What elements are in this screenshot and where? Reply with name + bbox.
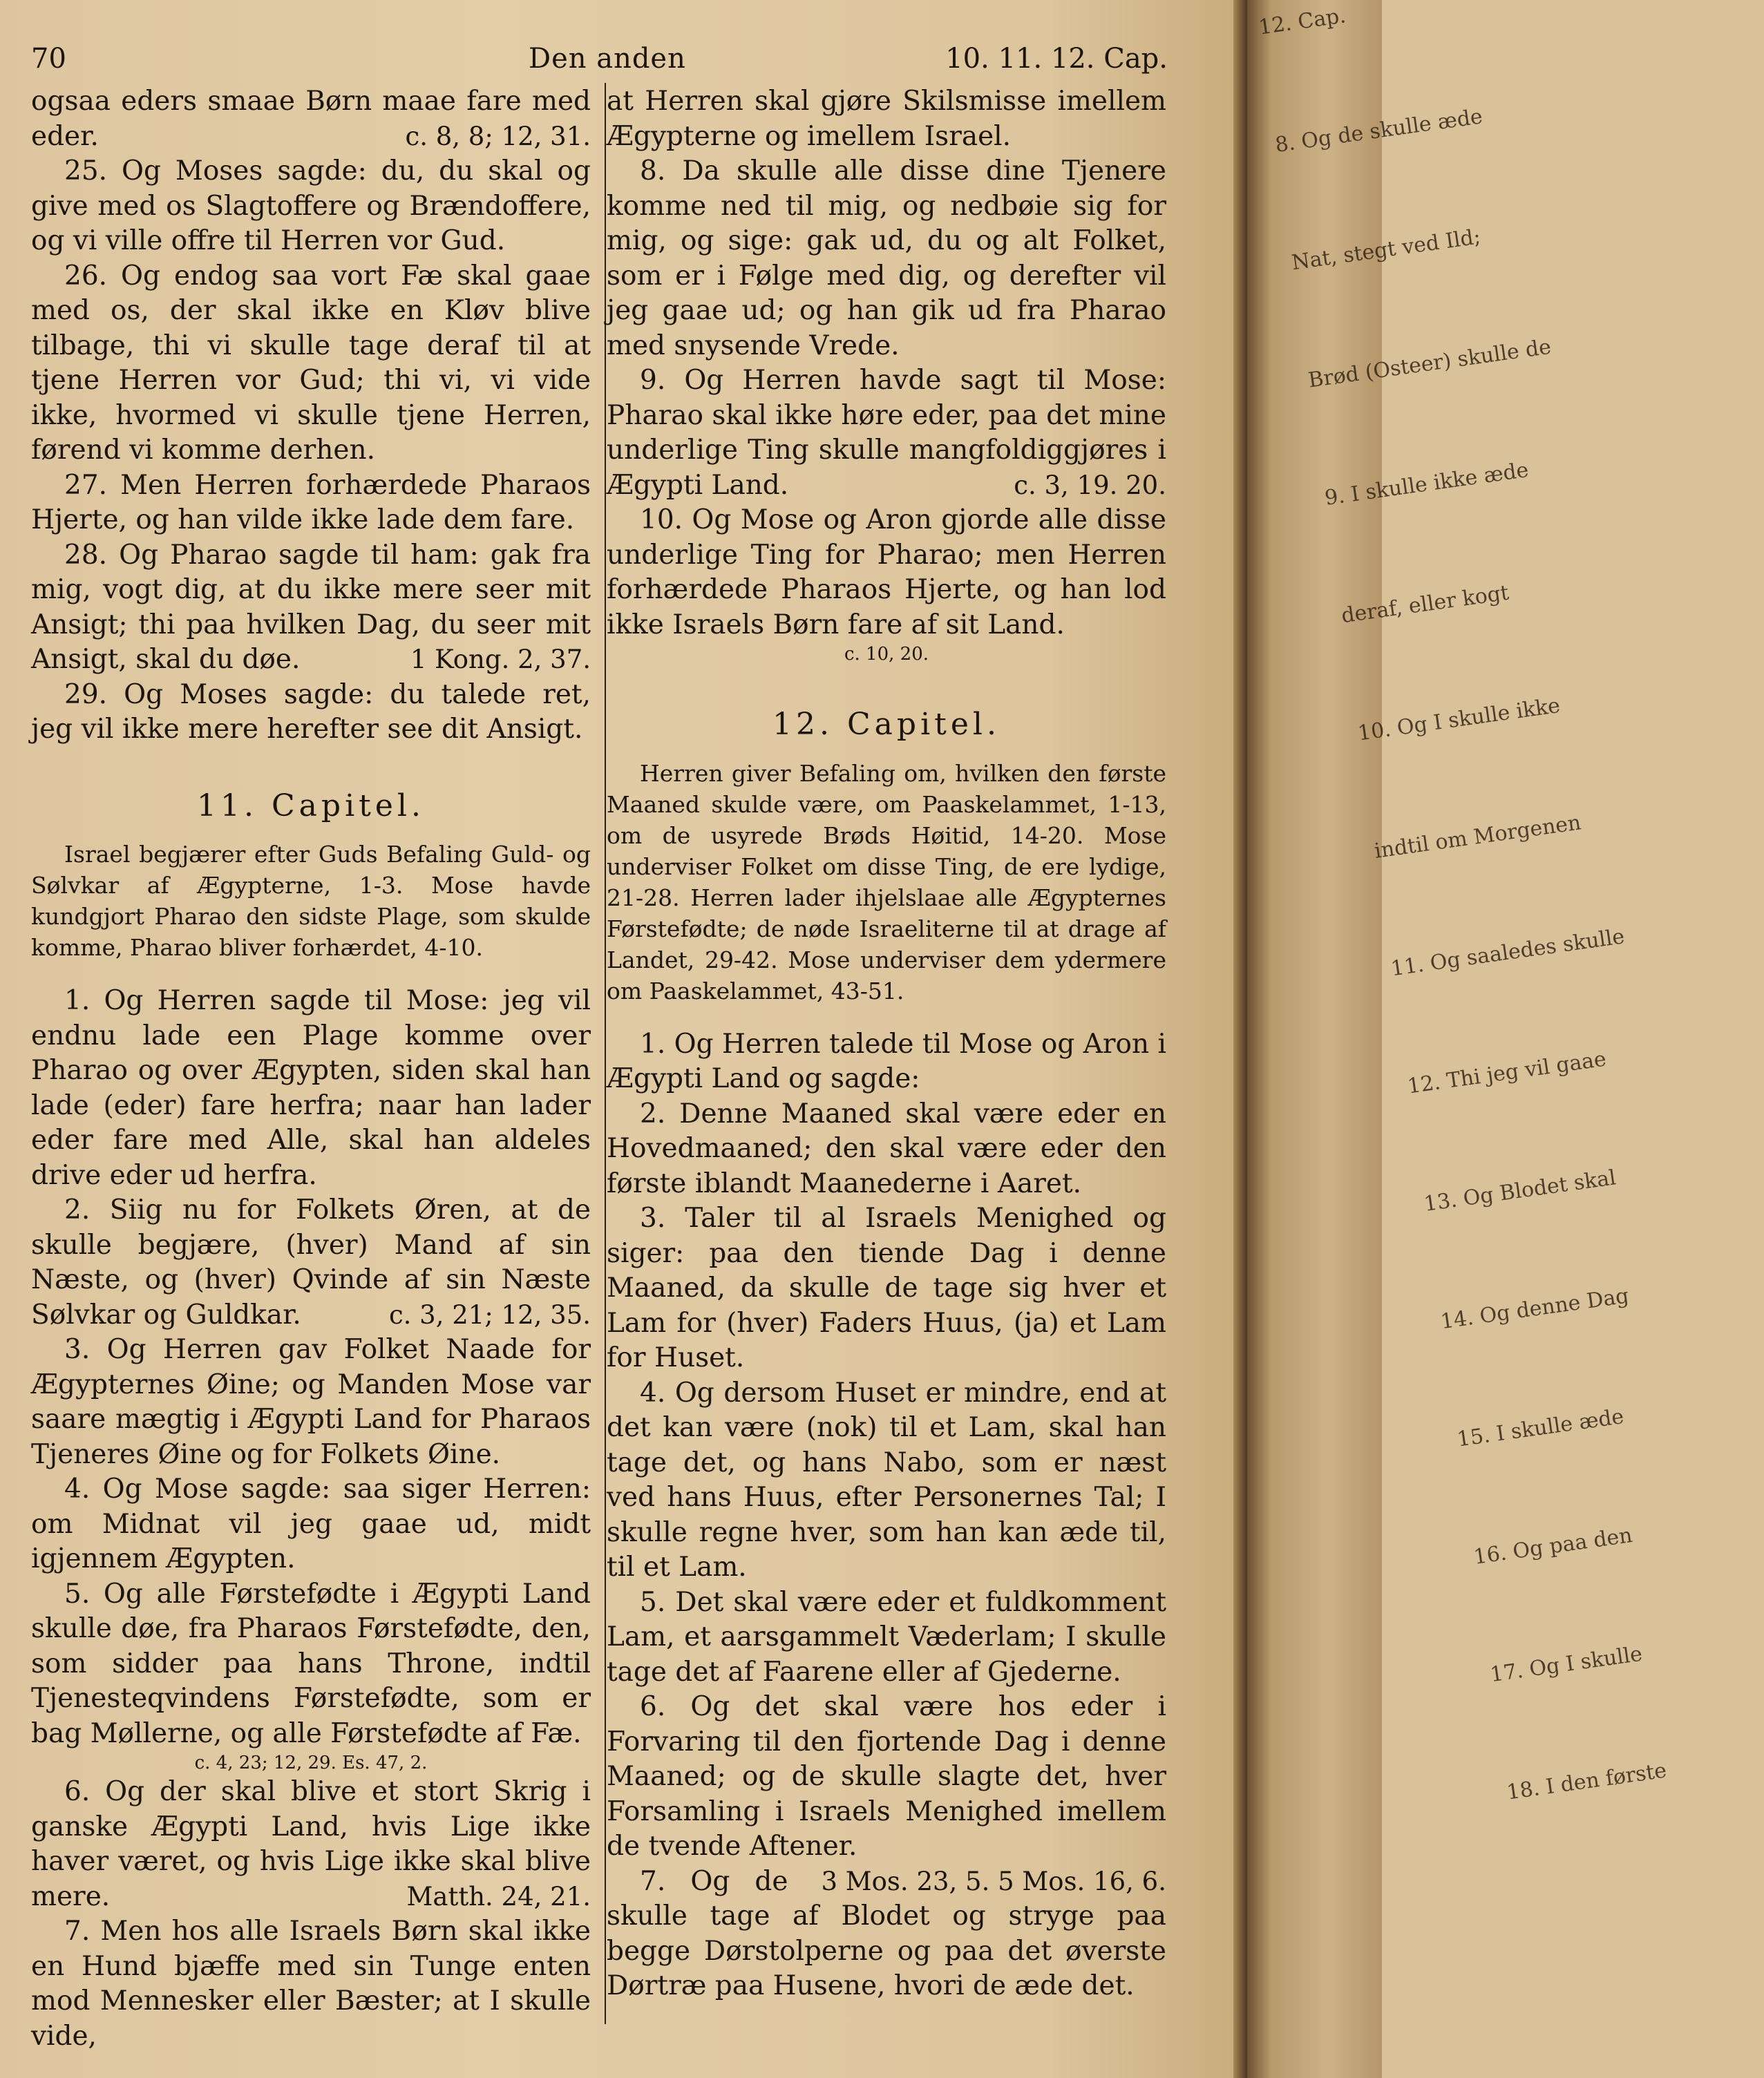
verse	[607, 503, 1166, 642]
verse-text: 25. Og Moses sagde: du, du skal og give med os Slagtoffere og Brændoffere, og vi ville offre til Herren vor Gud.	[31, 155, 591, 256]
verse-text: 4. Og dersom Huset er mindre, end at det kan være (nok) til et Lam, skal han tage det, og hans Nabo, som er næst ved hans Huus, efter Personernes Tal; I skulle regne hver, som han kan æde til, til et Lam.	[607, 1377, 1166, 1583]
facing-page-line: indtil om Morgenen	[1372, 810, 1583, 864]
verse-text: 26. Og endog saa vort Fæ skal gaae med os, der skal ikke en Kløv blive tilbage, thi vi skulle tage deraf til at tjene Herren vor Gud; thi vi, vi vide ikke, hvormed vi skulle tjene Herren, førend vi komme derhen.	[31, 260, 591, 466]
verse	[607, 1585, 1166, 1690]
facing-page-line: deraf, eller kogt	[1340, 580, 1510, 629]
facing-page-line: 17. Og I skulle	[1488, 1641, 1644, 1688]
facing-page-line: 13. Og Blodet skal	[1422, 1165, 1618, 1217]
verse-text: 4. Og Mose sagde: saa siger Herren: om Midnat vil jeg gaae ud, midt igjennem Ægypten.	[31, 1474, 591, 1574]
verse	[607, 154, 1166, 363]
book-gutter	[1233, 0, 1247, 2078]
chapter-heading-12: 12. Capitel.	[772, 707, 1000, 742]
page-number: 70	[31, 43, 66, 75]
facing-page-line: 10. Og I skulle ikke	[1356, 693, 1562, 746]
verse	[31, 678, 591, 747]
verse	[607, 1690, 1166, 1896]
facing-page-line: 15. I skulle æde	[1455, 1404, 1626, 1452]
verse	[31, 1577, 591, 1752]
verse-text: 6. Og der skal blive et stort Skrig i ganske Ægypti Land, hvis Lige ikke haver været, og hvis Lige ikke skal blive mere.	[31, 1776, 591, 1912]
verse-text: 1. Og Herren talede til Mose og Aron i Ægypti Land og sagde:	[607, 1028, 1166, 1094]
facing-page-text	[1257, 0, 1686, 1896]
verse-text: 3. Og Herren gav Folket Naade for Ægypternes Øine; og Manden Mose var saare mægtig i Ægypti Land for Pharaos Tjeneres Øine og for Folkets Øine.	[31, 1334, 591, 1470]
verse	[607, 1376, 1166, 1585]
continuation-text: ogsaa eders smaae Børn maae fare med eder. c. 8, 8; 12, 31.	[31, 84, 591, 154]
verse-list	[31, 984, 591, 2054]
cross-reference: c. 8, 8; 12, 31.	[405, 121, 591, 151]
verse	[607, 363, 1166, 503]
verse-text: 5. Og alle Førstefødte i Ægypti Land skulle døe, fra Pharaos Førstefødte, den, som sidder paa hans Throne, indtil Tjenesteqvindens Førstefødte, som er bag Møllerne, og alle Førstefødte af Fæ.	[31, 1578, 591, 1749]
verse	[31, 984, 591, 1193]
facing-page-line: 11. Og saaledes skulle	[1389, 924, 1627, 982]
cross-reference: c. 3, 19. 20.	[1014, 470, 1166, 500]
verse-text: 1. Og Herren sagde til Mose: jeg vil endnu lade een Plage komme over Pharao og over Ægypten, siden skal han lade (eder) fare herfra; naar han lader eder fare med Alle, skal han aldeles drive eder ud herfra.	[31, 985, 591, 1191]
verse-list	[607, 1027, 1166, 2004]
verse-text: 10. Og Mose og Aron gjorde alle disse underlige Ting for Pharao; men Herren forhærdede Pharaos Hjerte, og han lod ikke Israels Børn fare af sit Land.	[607, 504, 1166, 640]
continuation-text: at Herren skal gjøre Skilsmisse imellem Ægypterne og imellem Israel.	[607, 86, 1166, 152]
verse-list	[607, 154, 1166, 666]
verse	[31, 1472, 591, 1577]
verse	[31, 154, 591, 259]
verse	[607, 642, 1166, 666]
facing-page-line: 9. I skulle ikke æde	[1323, 457, 1530, 511]
chapter-heading-11: 11. Capitel.	[197, 788, 425, 823]
verse	[607, 1097, 1166, 1202]
cross-reference: c. 4, 23; 12, 29. Es. 47, 2.	[194, 1753, 428, 1773]
cross-reference: 3 Mos. 23, 5. 5 Mos. 16, 6.	[821, 1866, 1166, 1896]
verse-list	[31, 154, 591, 747]
facing-page-line: 14. Og denne Dag	[1439, 1284, 1631, 1335]
facing-page-line: 16. Og paa den	[1472, 1523, 1634, 1570]
verse	[31, 1193, 591, 1333]
chapter-summary-11: Israel begjærer efter Guds Befaling Guld- og Sølvkar af Ægypterne, 1-3. Mose havde kundgjort Pharao den sidste Plage, som skulde komme, Pharao bliver forhærdet, 4-10.	[31, 841, 591, 961]
facing-page-line: Brød (Osteer) skulle de	[1307, 334, 1553, 393]
facing-page-line: 8. Og de skulle æde	[1273, 104, 1484, 158]
running-title: Den anden	[529, 43, 686, 75]
cross-reference: 1 Kong. 2, 37.	[410, 645, 591, 674]
facing-page	[1247, 0, 1669, 2078]
verse	[31, 538, 591, 678]
verse-text: 29. Og Moses sagde: du talede ret, jeg vil ikke mere herefter see dit Ansigt.	[31, 678, 591, 745]
cross-reference: Matth. 24, 21.	[406, 1881, 591, 1912]
verse	[31, 468, 591, 538]
chapter-summary-12: Herren giver Befaling om, hvilken den første Maaned skulde være, om Paaskelammet, 1-13, om de usyrede Brøds Høitid, 14-20. Mose underviser Folket om disse Ting, de ere lydige, 21-28. Herren lader ihjelslaae alle Ægypternes Førstefødte; de nøde Israeliterne til at drage af Landet, 29-42. Mose underviser dem ydermere om Paaskelammet, 43-51.	[607, 759, 1166, 1004]
verse	[31, 259, 591, 468]
verse	[31, 1751, 591, 1775]
cross-reference: c. 10, 20.	[844, 644, 929, 665]
facing-page-line: 12. Cap.	[1257, 3, 1347, 40]
verse	[607, 1201, 1166, 1376]
left-column	[31, 84, 591, 2054]
column-divider	[605, 83, 606, 2024]
right-column	[607, 84, 1166, 2004]
chapter-range: 10. 11. 12. Cap.	[945, 43, 1168, 75]
verse-text: 7. Men hos alle Israels Børn skal ikke en Hund bjæffe med sin Tunge enten mod Mennesker eller Bæster; at I skulle vide,	[31, 1916, 591, 2052]
verse-text: 27. Men Herren forhærdede Pharaos Hjerte, og han vilde ikke lade dem fare.	[31, 469, 591, 535]
facing-page-line: 12. Thi jeg vil gaae	[1405, 1047, 1608, 1099]
verse-text: 28. Og Pharao sagde til ham: gak fra mig, vogt dig, at du ikke mere seer mit Ansigt; thi paa hvilken Dag, du seer mit Ansigt, skal du døe.	[31, 539, 591, 675]
verse-text: 2. Denne Maaned skal være eder en Hovedmaaned; den skal være eder den første iblandt Maanederne i Aaret.	[607, 1098, 1166, 1199]
facing-page-line: Nat, stegt ved Ild;	[1290, 225, 1482, 276]
facing-page-line: 18. I den første	[1505, 1758, 1669, 1805]
verse-text: 9. Og Herren havde sagt til Mose: Pharao skal ikke høre eder, paa det mine underlige Ting skulle mangfoldiggjøres i Ægypti Land.	[607, 365, 1166, 501]
verse	[31, 1775, 591, 1914]
verse-text: 3. Taler til al Israels Menighed og siger: paa den tiende Dag i denne Maaned, da skulle de tage sig hver et Lam for (hver) Faders Huus, (ja) et Lam for Huset.	[607, 1203, 1166, 1373]
verse	[607, 1027, 1166, 1097]
verse-text: 6. Og det skal være hos eder i Forvaring til den fjortende Dag i denne Maaned; og de skulle slagte det, hver Forsamling i Israels Menighed imellem de tvende Aftener.	[607, 1691, 1166, 1862]
verse	[31, 1333, 591, 1472]
verse	[31, 1914, 591, 2054]
verse-text: 7. Og de skulle tage af Blodet og stryge paa begge Dørstolperne og paa det øverste Dørtræ paa Husene, hvori de æde det.	[607, 1865, 1166, 2001]
page-header	[31, 43, 1168, 80]
verse-text: 2. Siig nu for Folkets Øren, at de skulle begjære, (hver) Mand af sin Næste, og (hver) Qvinde af sin Næste Sølvkar og Guldkar.	[31, 1194, 591, 1331]
cross-reference: c. 3, 21; 12, 35.	[388, 1299, 591, 1330]
verse-text: 5. Det skal være eder et fuldkomment Lam, et aarsgammelt Væderlam; I skulle tage det af Faarene eller af Gjederne.	[607, 1586, 1166, 1688]
verse-text: 8. Da skulle alle disse dine Tjenere komme ned til mig, og nedbøie sig for mig, og sige: gak ud, du og alt Folket, som er i Følge med dig, og derefter vil jeg gaae ud; og han gik ud fra Pharao med snysende Vrede.	[607, 155, 1166, 361]
